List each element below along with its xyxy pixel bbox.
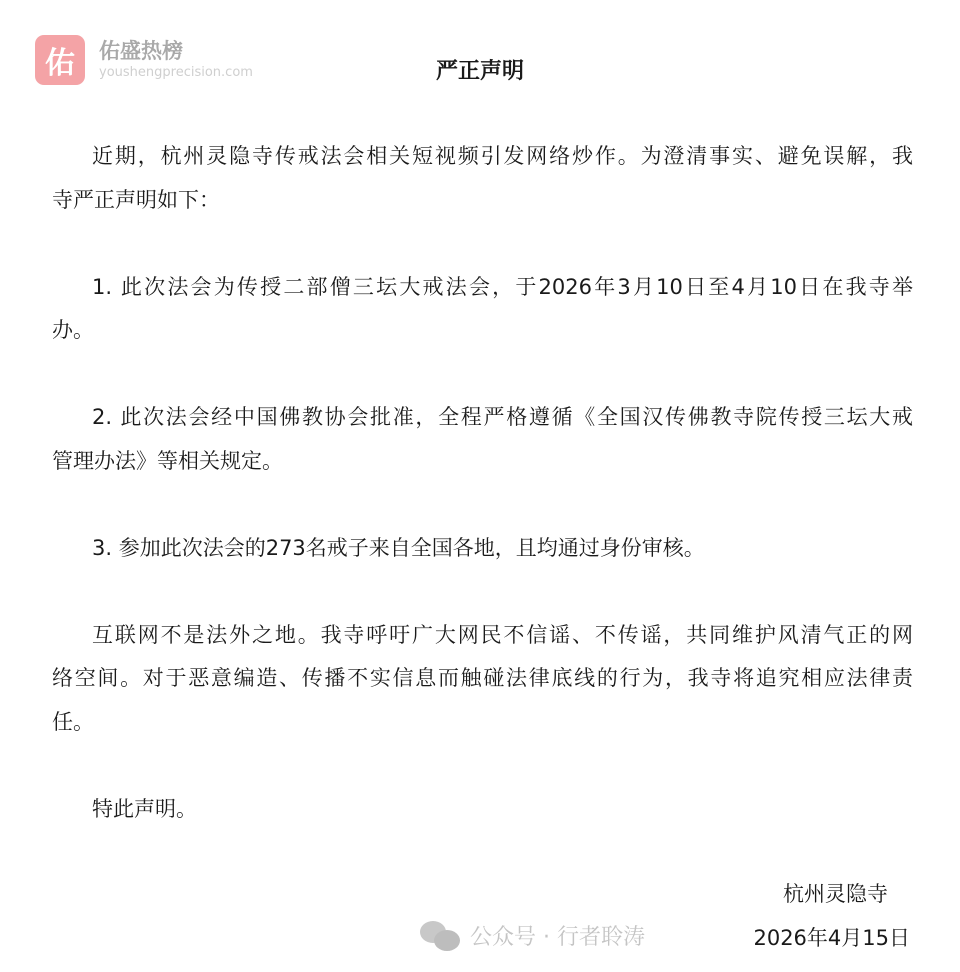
date: 2026年4月15日 (753, 926, 910, 950)
text-line: 2. 此次法会经中国佛教协会批准，全程严格遵循《全国汉传佛教寺院传授三坛大戒 (92, 405, 913, 429)
text-line: 3. 参加此次法会的273名戒子来自全国各地，且均通过身份审核。 (92, 535, 705, 560)
document-body (52, 135, 913, 831)
watermark (420, 920, 645, 951)
paragraph (52, 135, 913, 222)
logo-name: 佑盛热榜 (99, 39, 183, 63)
text-line: 办。 (52, 318, 94, 342)
text-line: 特此声明。 (92, 796, 197, 821)
text-line: 络空间。对于恶意编造、传播不实信息而触碰法律底线的行为，我寺将追究相应法律责 (52, 666, 913, 690)
logo-url: youshengprecision.com (99, 65, 253, 80)
text-line: 任。 (52, 709, 94, 734)
document-title: 严正声明 (435, 59, 524, 84)
logo-mark: 佑 (35, 35, 85, 85)
wechat-icon (420, 921, 460, 951)
text-line: 1. 此次法会为传授二部僧三坛大戒法会，于2026年3月10日至4月10日在我寺举 (92, 274, 913, 299)
text-line: 近期，杭州灵隐寺传戒法会相关短视频引发网络炒作。为澄清事实、避免误解，我 (92, 144, 913, 168)
paragraph (52, 266, 913, 353)
paragraph (52, 788, 913, 832)
watermark-text: 公众号 · 行者聆涛 (470, 925, 645, 950)
paragraph (52, 527, 913, 571)
text-line: 寺严正声明如下： (52, 187, 220, 212)
paragraph (52, 396, 913, 483)
text-line: 互联网不是法外之地。我寺呼吁广大网民不信谣、不传谣，共同维护风清气正的网 (92, 622, 913, 647)
paragraph (52, 614, 913, 745)
text-line: 管理办法》等相关规定。 (52, 448, 283, 473)
signature: 杭州灵隐寺 (783, 882, 888, 906)
